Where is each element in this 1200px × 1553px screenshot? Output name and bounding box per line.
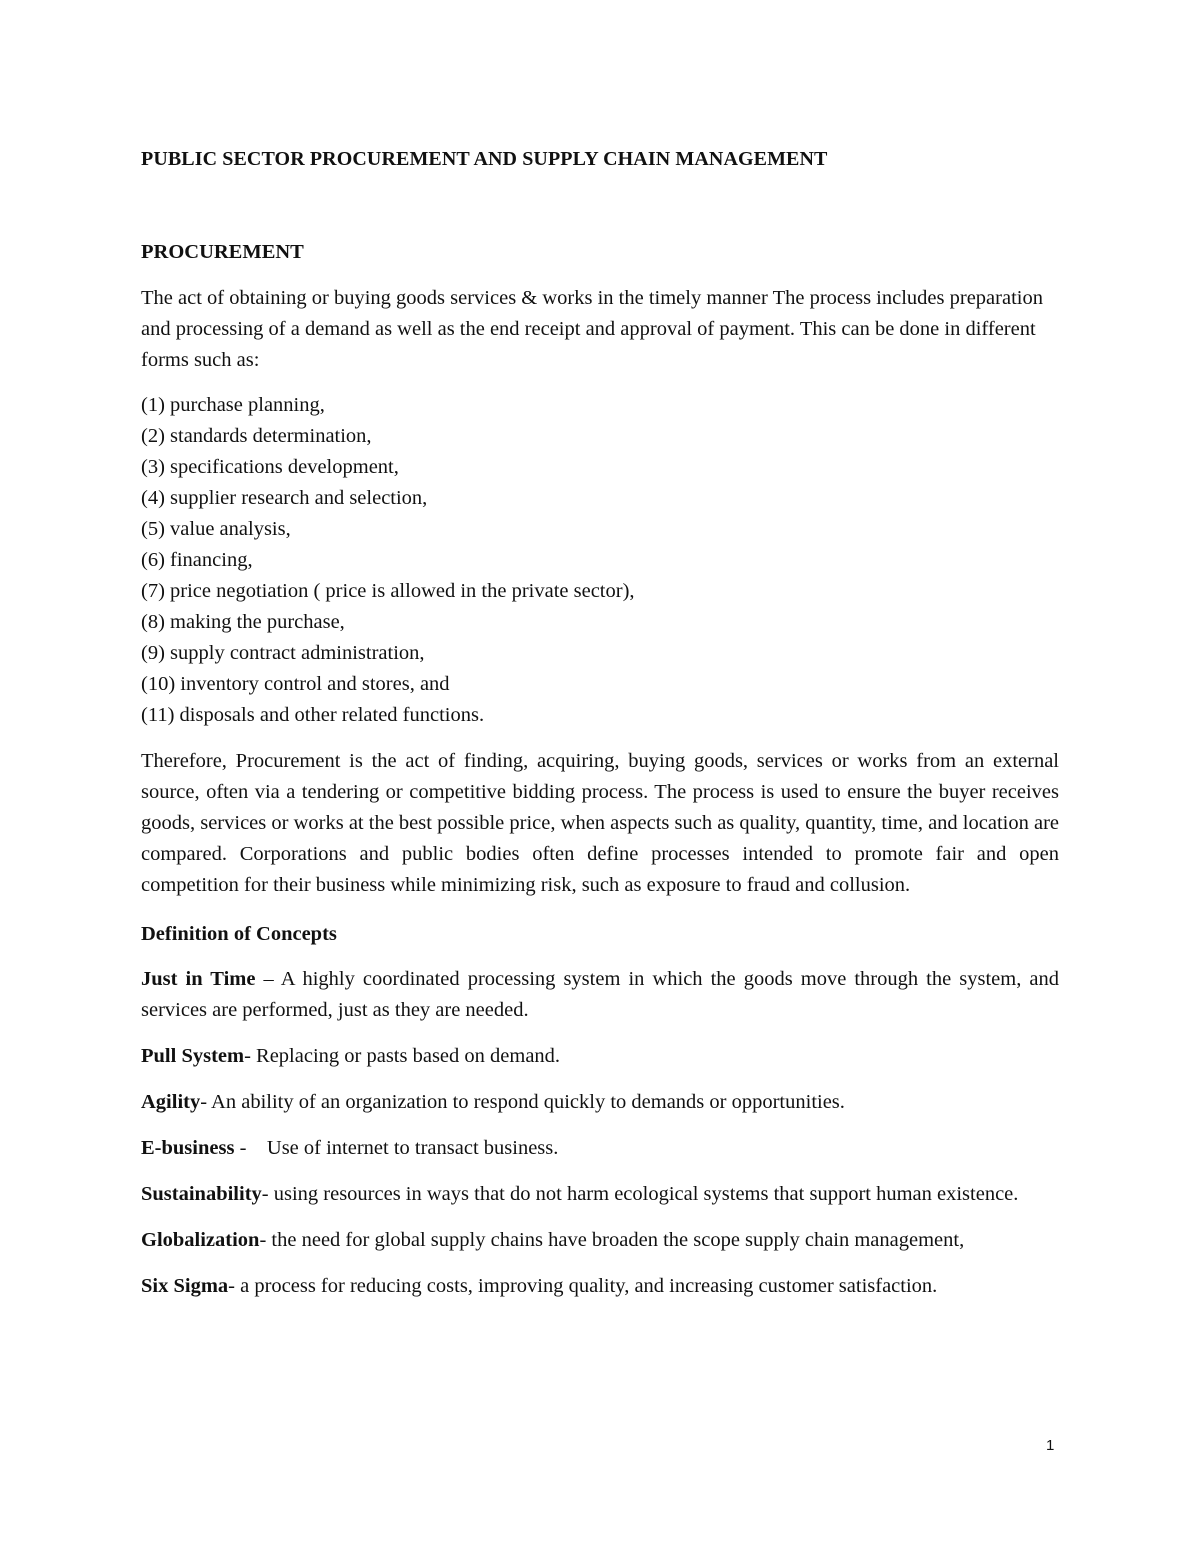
- definition-text: - using resources in ways that do not harm ecological systems that support human existence.: [261, 1183, 1019, 1205]
- definition-text: - a process for reducing costs, improving quality, and increasing customer satisfaction.: [228, 1275, 938, 1297]
- definition-term: Globalization: [141, 1229, 260, 1251]
- definition-term: Agility: [141, 1091, 201, 1113]
- procurement-forms-list: [141, 390, 1059, 731]
- definition-text: – A highly coordinated processing system in which the goods move through the system, and services are performed, just as they are needed.: [141, 968, 1060, 1021]
- list-item: (10) inventory control and stores, and: [141, 673, 450, 695]
- list-item: (7) price negotiation ( price is allowed in the private sector),: [141, 580, 635, 602]
- list-item: (1) purchase planning,: [141, 394, 325, 416]
- definition-sustainability: [141, 1179, 1059, 1210]
- definition-term: Pull System: [141, 1045, 245, 1067]
- concepts-heading: Definition of Concepts: [141, 923, 337, 945]
- definition-text: - Replacing or pasts based on demand.: [244, 1045, 561, 1067]
- definition-six-sigma: [141, 1271, 1059, 1302]
- definition-term: Six Sigma: [141, 1275, 229, 1297]
- document-title: PUBLIC SECTOR PROCUREMENT AND SUPPLY CHAIN MANAGEMENT: [141, 148, 828, 170]
- summary-paragraph: Therefore, Procurement is the act of finding, acquiring, buying goods, services or works from an external source, often via a tendering or competitive bidding process. The process is used to ensure the buyer receives goods, services or works at the best possible price, when aspects such as quality, quantity, time, and location are compared. Corporations and public bodies often define processes intended to promote fair and open competition for their business while minimizing risk, such as exposure to fraud and collusion.: [141, 750, 1059, 896]
- list-item: (5) value analysis,: [141, 518, 291, 540]
- definition-globalization: [141, 1225, 1059, 1256]
- list-item: (3) specifications development,: [141, 456, 399, 478]
- definition-term: Sustainability: [141, 1183, 262, 1205]
- definition-text: - An ability of an organization to respond quickly to demands or opportunities.: [200, 1091, 845, 1113]
- list-item: (9) supply contract administration,: [141, 642, 425, 664]
- list-item: (2) standards determination,: [141, 425, 372, 447]
- list-item: (8) making the purchase,: [141, 611, 345, 633]
- list-item: (4) supplier research and selection,: [141, 487, 428, 509]
- page-number: 1: [1046, 1437, 1055, 1454]
- list-item: (11) disposals and other related functions.: [141, 704, 485, 726]
- definition-term: E-business: [141, 1137, 235, 1159]
- intro-paragraph: The act of obtaining or buying goods services & works in the timely manner The process includes preparation and processing of a demand as well as the end receipt and approval of payment. This can be done in different forms such as:: [141, 287, 1043, 371]
- list-item: (6) financing,: [141, 549, 253, 571]
- definition-text: - the need for global supply chains have broaden the scope supply chain management,: [259, 1229, 965, 1251]
- page-content: [141, 146, 1059, 1302]
- definition-term: Just in Time: [141, 968, 256, 990]
- definition-pull-system: [141, 1041, 1059, 1072]
- definition-text: - Use of internet to transact business.: [234, 1137, 559, 1159]
- definition-e-business: [141, 1133, 1059, 1164]
- section-heading-procurement: PROCUREMENT: [141, 241, 304, 263]
- definition-agility: [141, 1087, 1059, 1118]
- definition-just-in-time: [141, 964, 1059, 1026]
